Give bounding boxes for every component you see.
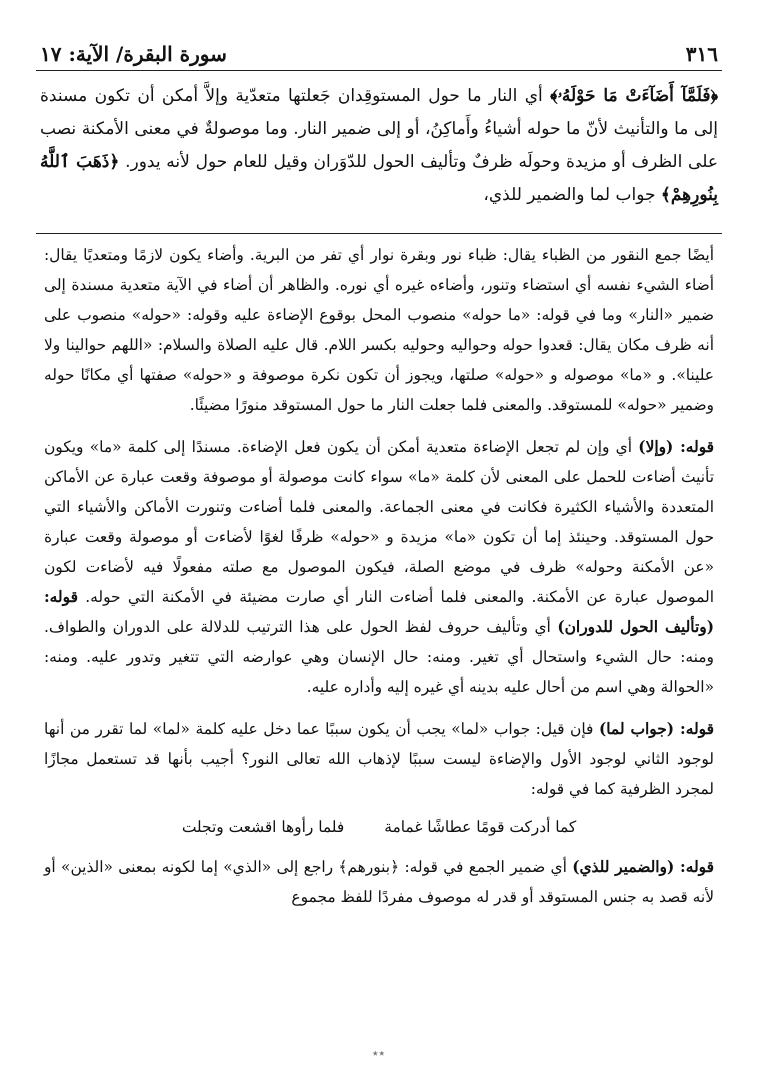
quran-verse-2: ﴿ذَهَبَ ٱللَّهُ بِنُورِهِمْ﴾ xyxy=(40,152,718,205)
commentary-text-span: أي وإن لم تجعل الإضاءة متعدية أمكن أن يكون فعل الإضاءة. مسندًا إلى كلمة «ما» ويكون تأنيث أضاءت للحمل على المعنى لأن كلمة «ما» سواء كانت موصولة أو موصوفة وقعت عبارة عن الأماكن المتعددة والأشياء الكثيرة فكانت في معنى الجماعة. والمعنى فلما أضاءت وتنورت الأماكن والأشياء التي حول المستوقد. وحينئذ إما أن تكون «ما» مزيدة و «حوله» ظرفًا لغوًا لأضاءت أو موصولة وقعت عبارة «عن الأمكنة وحوله» ظرف في موضع الصلة، فيكون الموصول مع صلته مفعولًا فيه لأضاءت لكون الموصول عبارة عن الأمكنة. والمعنى فلما أضاءت النار أي صارت مضيئة في الأمكنة التي حوله. xyxy=(44,438,714,606)
main-tafsir-text xyxy=(40,80,718,212)
tafsir-text-b: جواب لما والضمير للذي، xyxy=(483,185,661,205)
keyword-wa-illa: قوله: (وإلا) xyxy=(638,438,714,456)
footer-mark: ٭٭ xyxy=(372,1046,386,1060)
verse-second-hemistich: فلما رأوها اقشعت وتجلت xyxy=(181,818,345,836)
commentary-divider xyxy=(36,233,722,234)
quran-verse-1: ﴿فَلَمَّآ أَضَآءَتْ مَا حَوْلَهُۥ﴾ xyxy=(550,86,719,106)
poetry-verse xyxy=(44,812,714,842)
keyword-taleef: قوله: (وتأليف الحول للدوران) xyxy=(44,588,714,636)
tafsir-text-a: أي النار ما حول المستوقِدان جَعلتها متعدّية وإلاَّ أمكن أن تكون مسندة إلى ما والتأنيث لأنّ ما حوله أشياءُ وأَماكِنُ، أو إلى ضمير النار. وما موصولةٌ في معنى الأمكنة نصب على الظرف أو مزيدة وحولَه ظرفٌ وتأليف الحول للدّوَران وقيل للعام حول لأنه يدور. xyxy=(40,86,718,172)
keyword-damir: قوله: (والضمير للذي) xyxy=(572,858,714,876)
commentary-paragraph-3 xyxy=(44,714,714,804)
keyword-jawab-lamma: قوله: (جواب لما) xyxy=(598,720,714,738)
commentary-paragraph-4 xyxy=(44,852,714,912)
running-header xyxy=(40,34,718,66)
commentary-paragraph-1: أيضًا جمع النقور من الظباء يقال: ظباء نور وبقرة نوار أي تفر من البرية. وأضاء يكون لازمًا ومتعديًا يقال: أضاء الشيء نفسه أي استضاء وتنور، وأضاءه غيره أي نوره. والظاهر أن أضاء في الآية متعدية مسندة إلى ضمير «النار» وما في قوله: «ما حوله» منصوب المحل بوقوع الإضاءة عليه وقوله: «حوله» منصوب على أنه ظرف مكان يقال: قعدوا حوله وحواليه وحوليه بكسر اللام. قال عليه الصلاة والسلام: «اللهم حوالينا ولا علينا». و «ما» موصوله و «حوله» صلتها، ويجوز أن تكون نكرة موصوفة و «حوله» صفتها أي مكانًا حوله وضمير «حوله» للمستوقد. والمعنى فلما جعلت النار ما حول المستوقد منورًا مضيئًا. xyxy=(44,246,714,414)
page-number: ٣١٦ xyxy=(685,42,718,66)
commentary-text xyxy=(44,240,714,920)
commentary-text-span: أي وتأليف حروف لفظ الحول على هذا الترتيب للدلالة على الدوران والطواف. ومنه: حال الشيء واستحال أي تغير. ومنه: حال الإنسان وهي عوارضه التي تتغير وتدور عليه. ومنه: «الحوالة وهي اسم من أحال عليه بدينه أي غيره إليه وأداره عليه. xyxy=(44,618,714,696)
commentary-text-span: أي ضمير الجمع في قوله: ﴿بنورهم﴾ راجع إلى «الذي» إما لكونه بمعنى «الذين» أو لأنه قصد به جنس المستوقد أو قدر له موصوف مفردًا للفظ مجموع xyxy=(44,858,714,906)
verse-first-hemistich: كما أدركت قومًا عطاشًا غمامة xyxy=(384,818,577,836)
commentary-text-span: فإن قيل: جواب «لما» يجب أن يكون سببًا عما دخل عليه كلمة «لما» لما تقرر من أنها لوجود الثاني لوجود الأول والإضاءة ليست سببًا لإذهاب الله تعالى النور؟ أجيب بأنها قد تستعمل مجازًا لمجرد الظرفية كما في قوله: xyxy=(44,720,714,798)
header-divider xyxy=(36,70,722,71)
commentary-paragraph-2 xyxy=(44,432,714,702)
tafsir-paragraph xyxy=(40,80,718,212)
surah-verse-label: سورة البقرة/ الآية: ١٧ xyxy=(40,42,227,66)
